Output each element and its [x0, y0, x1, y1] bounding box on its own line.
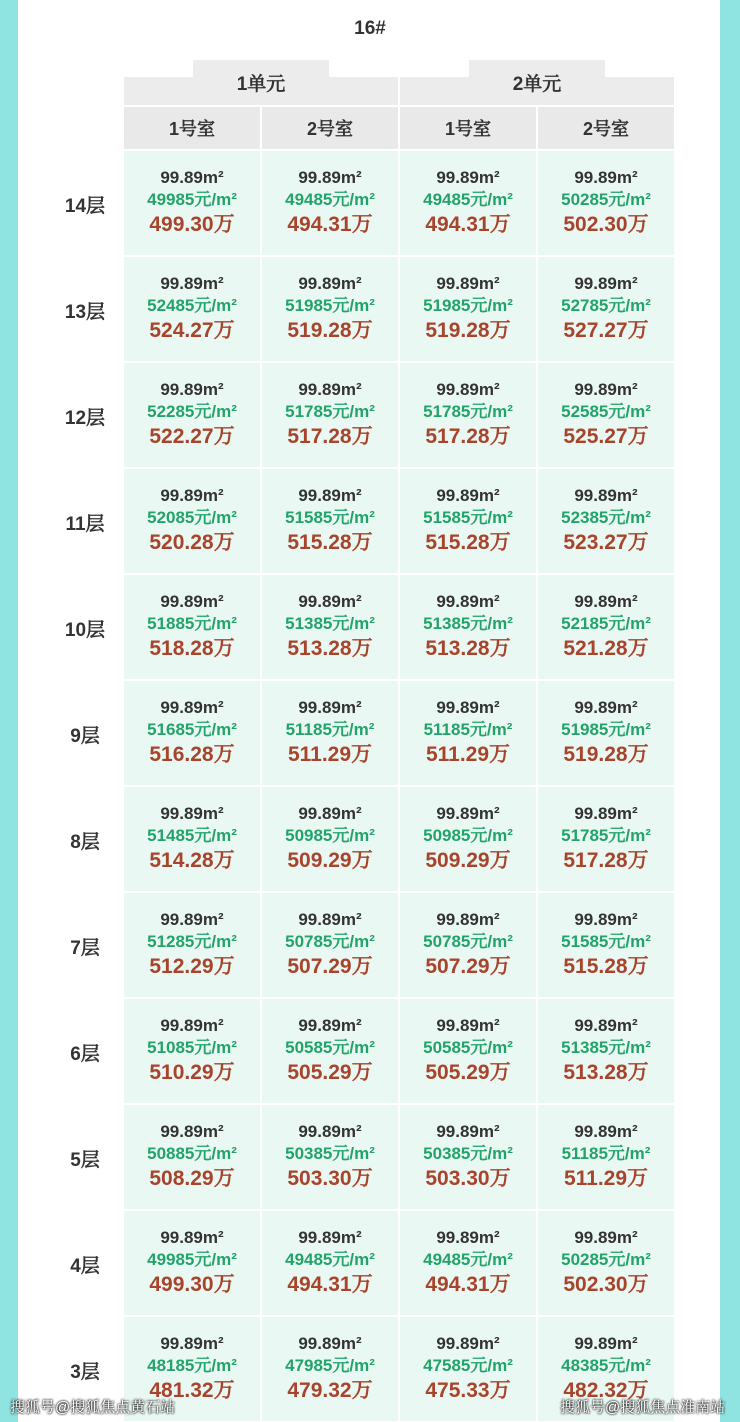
floor-label: 10层 [64, 620, 106, 641]
price-cell [400, 363, 536, 467]
unit-price-value: 50285元/m² [561, 1250, 651, 1270]
area-value: 99.89m² [298, 274, 362, 294]
unit-price-value: 49485元/m² [423, 1250, 513, 1270]
unit-price-value: 51585元/m² [423, 508, 513, 528]
total-price-value: 513.28万 [287, 637, 373, 661]
area-value: 99.89m² [436, 380, 500, 400]
unit-price-value: 51785元/m² [423, 402, 513, 422]
area-value: 99.89m² [160, 698, 224, 718]
price-cell [400, 1211, 536, 1315]
unit-price-value: 51385元/m² [285, 614, 375, 634]
area-value: 99.89m² [298, 698, 362, 718]
price-cell [538, 893, 674, 997]
unit-price-value: 50785元/m² [423, 932, 513, 952]
left-edge-band [0, 0, 18, 1422]
floor-label: 5层 [70, 1150, 100, 1171]
area-value: 99.89m² [574, 1016, 638, 1036]
unit-price-value: 50985元/m² [285, 826, 375, 846]
price-cell [538, 469, 674, 573]
price-cell [262, 469, 398, 573]
area-value: 99.89m² [160, 592, 224, 612]
area-value: 99.89m² [160, 1334, 224, 1354]
area-value: 99.89m² [574, 274, 638, 294]
unit-price-value: 52285元/m² [147, 402, 237, 422]
price-cell [538, 999, 674, 1103]
unit-price-value: 51785元/m² [561, 826, 651, 846]
unit-price-value: 51985元/m² [561, 720, 651, 740]
total-price-value: 515.28万 [563, 955, 649, 979]
area-value: 99.89m² [574, 380, 638, 400]
price-cell [400, 575, 536, 679]
area-value: 99.89m² [436, 698, 500, 718]
unit-price-value: 47585元/m² [423, 1356, 513, 1376]
floor-label: 9层 [70, 726, 100, 747]
total-price-value: 517.28万 [563, 849, 649, 873]
price-cell [262, 999, 398, 1103]
price-cell [538, 1211, 674, 1315]
area-value: 99.89m² [574, 804, 638, 824]
total-price-value: 517.28万 [425, 425, 511, 449]
total-price-value: 511.29万 [425, 743, 511, 767]
unit-price-value: 51985元/m² [423, 296, 513, 316]
total-price-value: 509.29万 [425, 849, 511, 873]
area-value: 99.89m² [574, 1334, 638, 1354]
area-value: 99.89m² [436, 274, 500, 294]
area-value: 99.89m² [298, 380, 362, 400]
unit-price-value: 51085元/m² [147, 1038, 237, 1058]
price-cell [262, 257, 398, 361]
unit-price-value: 52485元/m² [147, 296, 237, 316]
total-price-value: 525.27万 [563, 425, 649, 449]
unit-price-value: 52185元/m² [561, 614, 651, 634]
unit-price-value: 50985元/m² [423, 826, 513, 846]
unit-1-header: 1单元 [193, 60, 329, 104]
area-value: 99.89m² [298, 1334, 362, 1354]
price-cell [124, 1211, 260, 1315]
area-value: 99.89m² [574, 698, 638, 718]
watermark-right: 搜狐号@搜狐焦点淮南站 [560, 1399, 726, 1416]
right-edge-band [720, 0, 740, 1422]
room-header: 2号室 [262, 107, 398, 149]
floor-label: 6层 [70, 1044, 100, 1065]
price-cell [262, 151, 398, 255]
unit-price-value: 49985元/m² [147, 190, 237, 210]
price-cell [262, 1211, 398, 1315]
area-value: 99.89m² [436, 910, 500, 930]
unit-2-header: 2单元 [469, 60, 605, 104]
unit-price-value: 50585元/m² [423, 1038, 513, 1058]
total-price-value: 519.28万 [425, 319, 511, 343]
total-price-value: 522.27万 [149, 425, 235, 449]
floor-label: 13层 [64, 302, 106, 323]
total-price-value: 520.28万 [149, 531, 235, 555]
unit-price-value: 51985元/m² [285, 296, 375, 316]
price-cell [400, 469, 536, 573]
unit-price-value: 51685元/m² [147, 720, 237, 740]
unit-price-value: 50785元/m² [285, 932, 375, 952]
total-price-value: 511.29万 [287, 743, 373, 767]
price-cell [124, 1105, 260, 1209]
unit-price-value: 51285元/m² [147, 932, 237, 952]
unit-price-value: 51585元/m² [285, 508, 375, 528]
unit-price-value: 50585元/m² [285, 1038, 375, 1058]
area-value: 99.89m² [436, 1334, 500, 1354]
unit-price-value: 50385元/m² [423, 1144, 513, 1164]
price-cell [124, 787, 260, 891]
price-cell [400, 257, 536, 361]
price-cell [124, 999, 260, 1103]
price-cell [262, 363, 398, 467]
unit-price-value: 51585元/m² [561, 932, 651, 952]
unit-price-value: 51485元/m² [147, 826, 237, 846]
unit-price-value: 50885元/m² [147, 1144, 237, 1164]
room-header: 1号室 [124, 107, 260, 149]
area-value: 99.89m² [298, 804, 362, 824]
area-value: 99.89m² [574, 168, 638, 188]
price-cell [400, 999, 536, 1103]
price-cell [262, 1317, 398, 1421]
area-value: 99.89m² [160, 274, 224, 294]
price-cell [538, 151, 674, 255]
area-value: 99.89m² [298, 1016, 362, 1036]
price-cell [124, 681, 260, 785]
price-cell [538, 787, 674, 891]
floor-label: 11层 [65, 514, 105, 535]
total-price-value: 481.32万 [149, 1379, 235, 1403]
unit-price-value: 50285元/m² [561, 190, 651, 210]
area-value: 99.89m² [298, 486, 362, 506]
total-price-value: 505.29万 [287, 1061, 373, 1085]
total-price-value: 512.29万 [149, 955, 235, 979]
area-value: 99.89m² [298, 168, 362, 188]
building-title: 16# [354, 18, 386, 39]
price-cell [400, 893, 536, 997]
total-price-value: 514.28万 [149, 849, 235, 873]
price-cell [124, 151, 260, 255]
total-price-value: 523.27万 [563, 531, 649, 555]
unit-price-value: 48385元/m² [561, 1356, 651, 1376]
price-cell [262, 1105, 398, 1209]
total-price-value: 494.31万 [287, 1273, 373, 1297]
area-value: 99.89m² [160, 1228, 224, 1248]
total-price-value: 505.29万 [425, 1061, 511, 1085]
area-value: 99.89m² [160, 1122, 224, 1142]
total-price-value: 521.28万 [563, 637, 649, 661]
price-cell [124, 257, 260, 361]
total-price-value: 518.28万 [149, 637, 235, 661]
price-cell [124, 893, 260, 997]
total-price-value: 479.32万 [287, 1379, 373, 1403]
area-value: 99.89m² [298, 592, 362, 612]
area-value: 99.89m² [436, 486, 500, 506]
area-value: 99.89m² [436, 168, 500, 188]
price-cell [124, 575, 260, 679]
price-cell [124, 363, 260, 467]
price-cell [262, 893, 398, 997]
price-cell [538, 681, 674, 785]
total-price-value: 519.28万 [563, 743, 649, 767]
total-price-value: 475.33万 [425, 1379, 511, 1403]
area-value: 99.89m² [160, 486, 224, 506]
unit-price-value: 50385元/m² [285, 1144, 375, 1164]
area-value: 99.89m² [574, 910, 638, 930]
price-cell [538, 1105, 674, 1209]
total-price-value: 482.32万 [563, 1379, 649, 1403]
price-cell [400, 681, 536, 785]
area-value: 99.89m² [298, 1228, 362, 1248]
price-cell [262, 575, 398, 679]
unit-price-value: 51885元/m² [147, 614, 237, 634]
total-price-value: 517.28万 [287, 425, 373, 449]
watermark-left: 搜狐号@搜狐焦点黄石站 [10, 1399, 176, 1416]
unit-price-value: 51785元/m² [285, 402, 375, 422]
area-value: 99.89m² [160, 1016, 224, 1036]
total-price-value: 524.27万 [149, 319, 235, 343]
area-value: 99.89m² [436, 1016, 500, 1036]
total-price-value: 519.28万 [287, 319, 373, 343]
unit-price-value: 51185元/m² [285, 720, 375, 740]
total-price-value: 508.29万 [149, 1167, 235, 1191]
floor-label: 14层 [64, 196, 106, 217]
unit-price-value: 49985元/m² [147, 1250, 237, 1270]
area-value: 99.89m² [574, 1228, 638, 1248]
price-cell [538, 575, 674, 679]
price-cell [400, 787, 536, 891]
price-cell [538, 363, 674, 467]
total-price-value: 509.29万 [287, 849, 373, 873]
total-price-value: 499.30万 [149, 213, 235, 237]
area-value: 99.89m² [574, 592, 638, 612]
area-value: 99.89m² [160, 380, 224, 400]
total-price-value: 513.28万 [563, 1061, 649, 1085]
total-price-value: 494.31万 [425, 213, 511, 237]
area-value: 99.89m² [160, 168, 224, 188]
total-price-value: 507.29万 [287, 955, 373, 979]
floor-label: 7层 [70, 938, 100, 959]
price-cell [400, 1105, 536, 1209]
floor-label: 4层 [70, 1256, 100, 1277]
total-price-value: 494.31万 [287, 213, 373, 237]
area-value: 99.89m² [574, 486, 638, 506]
area-value: 99.89m² [160, 910, 224, 930]
total-price-value: 503.30万 [287, 1167, 373, 1191]
total-price-value: 511.29万 [563, 1167, 649, 1191]
price-cell [400, 1317, 536, 1421]
unit-price-value: 49485元/m² [285, 1250, 375, 1270]
total-price-value: 516.28万 [149, 743, 235, 767]
floor-label: 3层 [70, 1362, 100, 1383]
price-cell [124, 469, 260, 573]
total-price-value: 513.28万 [425, 637, 511, 661]
unit-price-value: 47985元/m² [285, 1356, 375, 1376]
price-cell [262, 681, 398, 785]
total-price-value: 503.30万 [425, 1167, 511, 1191]
area-value: 99.89m² [436, 592, 500, 612]
area-value: 99.89m² [436, 1122, 500, 1142]
unit-price-value: 48185元/m² [147, 1356, 237, 1376]
room-header: 2号室 [538, 107, 674, 149]
total-price-value: 502.30万 [563, 1273, 649, 1297]
unit-price-value: 49485元/m² [285, 190, 375, 210]
unit-price-value: 52085元/m² [147, 508, 237, 528]
unit-price-value: 52585元/m² [561, 402, 651, 422]
total-price-value: 527.27万 [563, 319, 649, 343]
total-price-value: 502.30万 [563, 213, 649, 237]
total-price-value: 499.30万 [149, 1273, 235, 1297]
total-price-value: 510.29万 [149, 1061, 235, 1085]
area-value: 99.89m² [436, 1228, 500, 1248]
room-header: 1号室 [400, 107, 536, 149]
total-price-value: 515.28万 [425, 531, 511, 555]
area-value: 99.89m² [436, 804, 500, 824]
unit-price-value: 52385元/m² [561, 508, 651, 528]
total-price-value: 507.29万 [425, 955, 511, 979]
total-price-value: 515.28万 [287, 531, 373, 555]
price-cell [262, 787, 398, 891]
unit-price-value: 51385元/m² [561, 1038, 651, 1058]
price-cell [538, 257, 674, 361]
area-value: 99.89m² [160, 804, 224, 824]
unit-price-value: 49485元/m² [423, 190, 513, 210]
area-value: 99.89m² [574, 1122, 638, 1142]
unit-price-value: 51185元/m² [561, 1144, 651, 1164]
area-value: 99.89m² [298, 910, 362, 930]
price-cell [400, 151, 536, 255]
unit-price-value: 52785元/m² [561, 296, 651, 316]
unit-price-value: 51185元/m² [423, 720, 513, 740]
total-price-value: 494.31万 [425, 1273, 511, 1297]
floor-label: 8层 [70, 832, 100, 853]
floor-label: 12层 [64, 408, 106, 429]
area-value: 99.89m² [298, 1122, 362, 1142]
unit-price-value: 51385元/m² [423, 614, 513, 634]
